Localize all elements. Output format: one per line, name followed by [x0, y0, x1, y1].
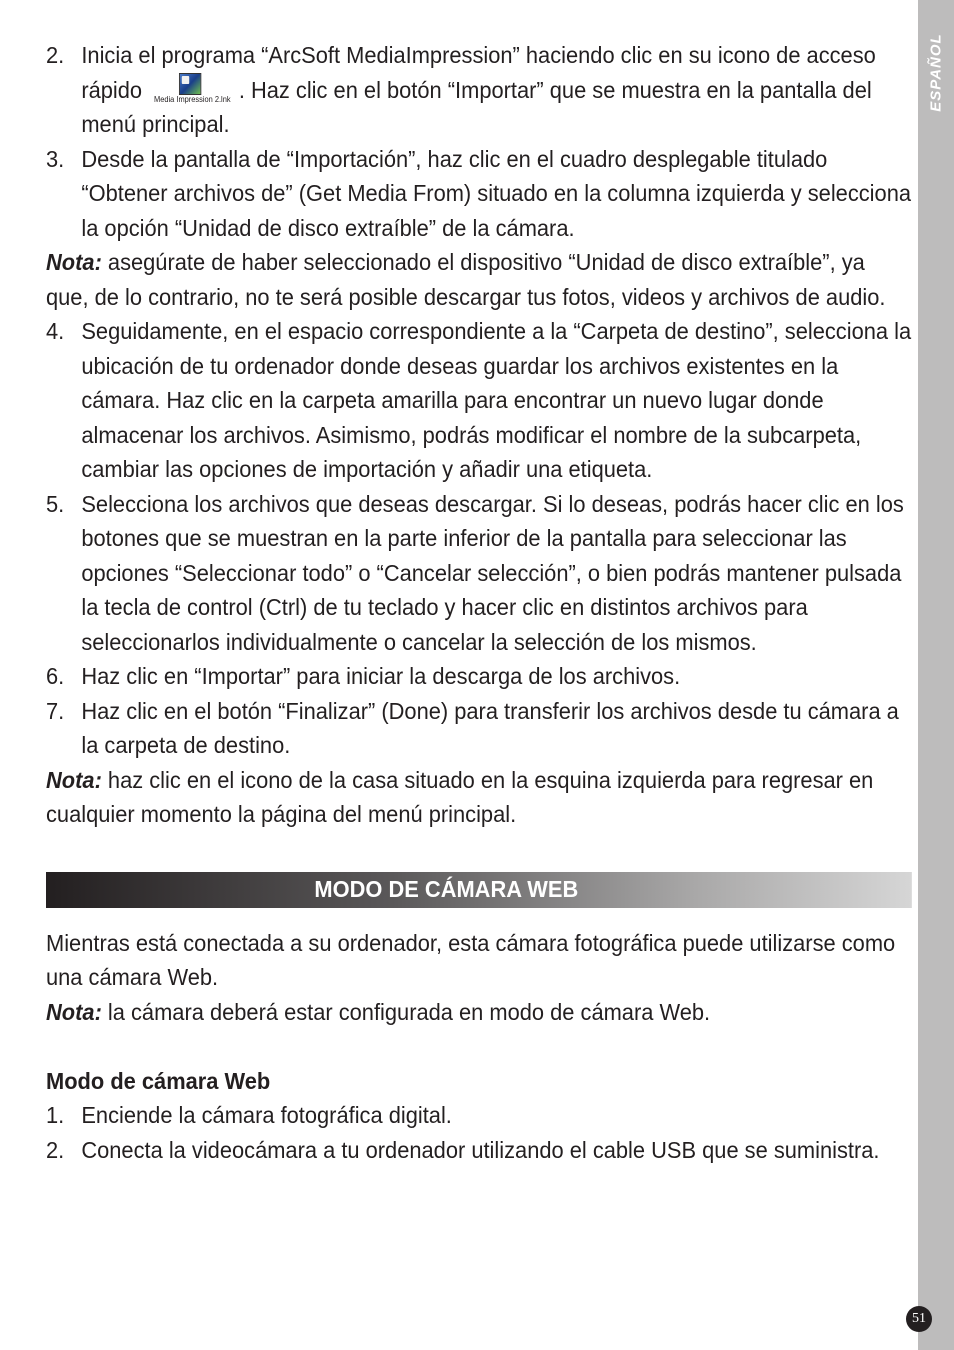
list-text-part: Inicia el programa “ArcSoft MediaImpression” haciendo clic en su icono de acceso rápido — [81, 42, 876, 103]
list-number: 6. — [46, 663, 65, 689]
list-text: Haz clic en “Importar” para iniciar la descarga de los archivos. — [81, 663, 681, 689]
section-title: MODO DE CÁMARA WEB — [314, 876, 579, 903]
list-text: Conecta la videocámara a tu ordenador utilizando el cable USB que se suministra. — [81, 1136, 880, 1163]
note — [46, 763, 912, 832]
list-text: Haz clic en el botón “Finalizar” (Done) para transferir los archivos desde tu cámara a la carpeta de destino. — [81, 697, 899, 758]
list-item — [46, 1133, 912, 1168]
list-number: 3. — [46, 145, 65, 172]
note-label: Nota: — [46, 998, 102, 1025]
list-text: Seguidamente, en el espacio correspondiente a la “Carpeta de destino”, selecciona la ubicación de tu ordenador donde deseas guardar los archivos existentes en la cámara. Haz clic en la carpeta amarilla para encontrar un nuevo lugar donde almacenar los archivos. Asimismo, podrás modificar el nombre de la subcarpeta, cambiar las opciones de importación y añadir una etiqueta. — [81, 318, 912, 482]
section-banner — [46, 872, 912, 908]
note-label: Nota: — [46, 249, 102, 275]
list-item — [46, 314, 912, 487]
note-text: la cámara deberá estar configurada en modo de cámara Web. — [101, 998, 711, 1025]
media-impression-icon — [179, 73, 201, 95]
list-item — [46, 142, 912, 246]
note — [46, 245, 912, 314]
intro-paragraph: Mientras está conectada a su ordenador, esta cámara fotográfica puede utilizarse como una cámara Web. — [46, 929, 896, 990]
list-text-part: . Haz clic en el botón “Importar” que se muestra en la pantalla del menú principal. — [81, 76, 872, 137]
list-text: Enciende la cámara fotográfica digital. — [81, 1102, 452, 1128]
side-tab — [918, 0, 954, 1350]
list-number: 5. — [46, 490, 65, 517]
list-text: Selecciona los archivos que deseas descargar. Si lo deseas, podrás hacer clic en los botones que se muestran en la parte inferior de la pantalla para seleccionar las opciones “Seleccionar todo” o “Cancelar selección”, o bien podrás mantener pulsada la tecla de control (Ctrl) de tu teclado y hacer clic en distintos archivos para seleccionarlos individualmente o cancelar la selección de los mismos. — [81, 490, 904, 655]
shortcut-caption: Media Impression 2.lnk — [154, 94, 231, 104]
spacer — [46, 1029, 912, 1064]
language-tab — [918, 22, 954, 122]
list-item — [46, 38, 912, 142]
list-item — [46, 659, 912, 694]
list-number: 2. — [46, 42, 65, 68]
page-number: 51 — [906, 1306, 932, 1332]
list-item — [46, 1098, 912, 1133]
note-text: haz clic en el icono de la casa situado en la esquina izquierda para regresar en cualquier momento la página del menú principal. — [46, 766, 874, 827]
language-label: ESPAÑOL — [927, 32, 945, 112]
list-item — [46, 487, 912, 660]
list-number: 1. — [46, 1102, 65, 1128]
note-label: Nota: — [46, 766, 102, 793]
list-number: 4. — [46, 318, 65, 344]
shortcut-icon — [151, 73, 233, 103]
note — [46, 995, 912, 1030]
list-number: 2. — [46, 1136, 65, 1163]
subheading: Modo de cámara Web — [46, 1067, 271, 1094]
list-text — [81, 38, 911, 142]
note-text: asegúrate de haber seleccionado el dispositivo “Unidad de disco extraíble”, ya que, de lo contrario, no te será posible descargar tus fotos, videos y archivos de audio. — [46, 249, 886, 310]
list-text: Desde la pantalla de “Importación”, haz clic en el cuadro desplegable titulado “Obtener archivos de” (Get Media From) situado en la columna izquierda y selecciona la opción “Unidad de disco extraíble” de la cámara. — [81, 145, 912, 241]
list-item — [46, 694, 912, 763]
list-number: 7. — [46, 697, 65, 724]
page-content — [46, 38, 912, 1167]
